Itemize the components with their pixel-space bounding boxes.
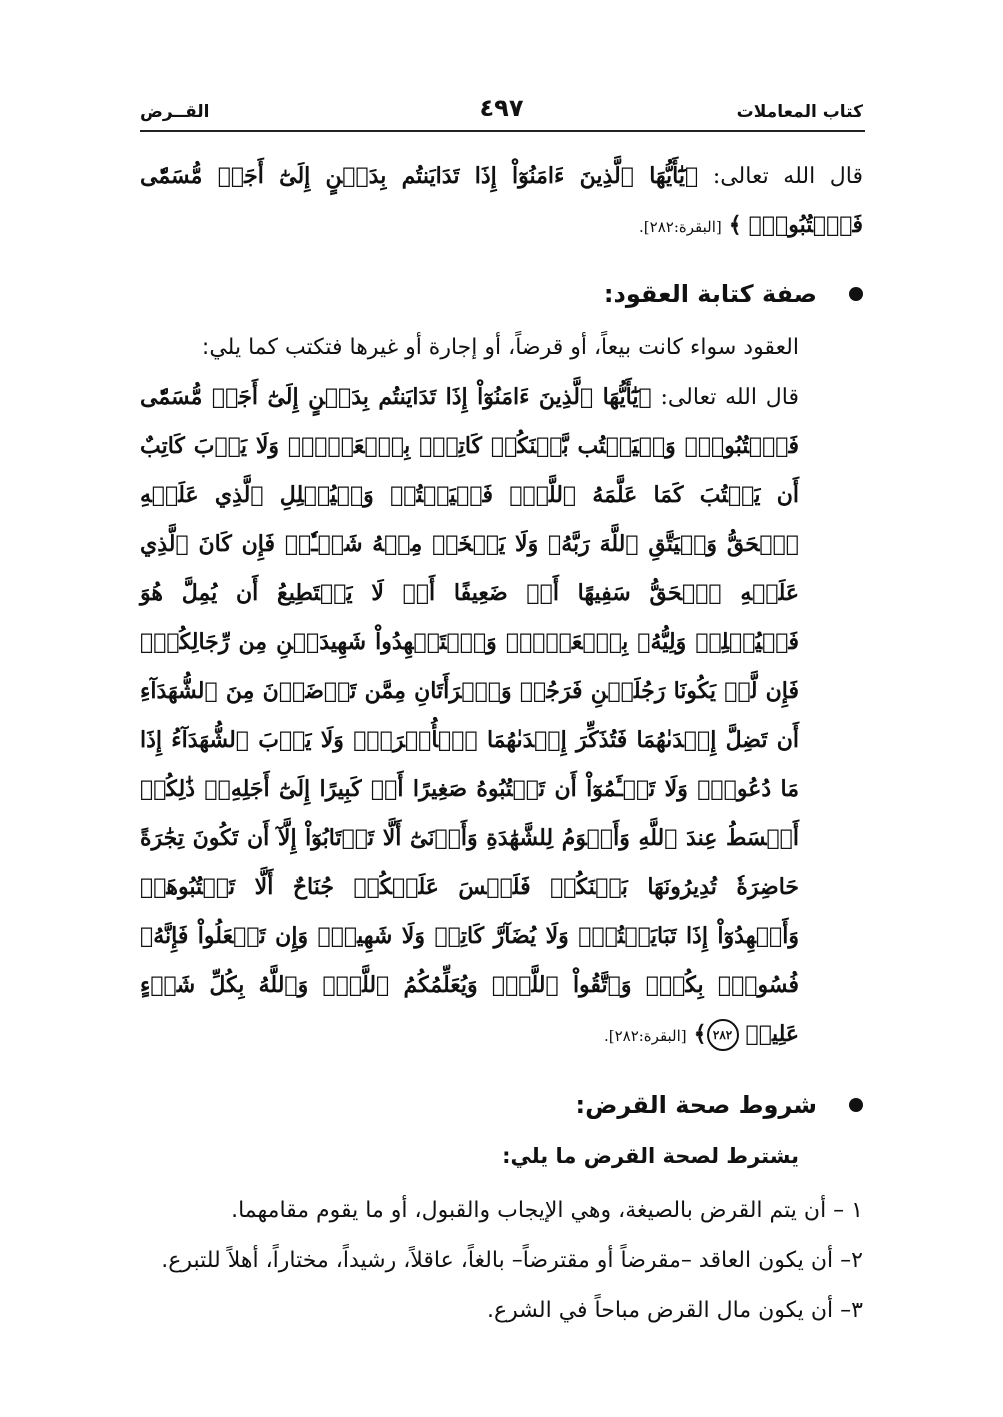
quran-close-bracket: ﴾	[693, 1021, 707, 1047]
intro-reference: [البقرة:٢٨٢].	[639, 218, 722, 236]
quran-close-bracket: ﴾	[728, 212, 742, 238]
section2-heading-text: شروط صحة القرض:	[575, 1091, 817, 1119]
section1-quote-prefix: قال الله تعالى:	[660, 385, 799, 410]
quran-open-bracket: ﴿	[685, 163, 699, 189]
section2-subheading: يشترط لصحة القرض ما يلي:	[502, 1144, 799, 1168]
chapter-title: القــرض	[140, 102, 210, 122]
condition-item-3: ٣– أن يكون مال القرض مباحاً في الشرع.	[487, 1298, 863, 1323]
intro-verse: يَٰٓأَيُّهَا ٱلَّذِينَ ءَامَنُوٓاْ إِذَا تَدَايَنتُم بِدَيۡنٍ إِلَىٰٓ أَجَلٖ مُّسَمّٗى فَٱكۡتُبُوهُۚ	[140, 163, 863, 238]
section2-body	[140, 1133, 863, 1336]
intro-prefix: قال الله تعالى:	[712, 164, 863, 189]
header-rule	[140, 130, 865, 132]
section1-quote	[140, 373, 799, 1061]
ayah-number-marker: ٢٨٢	[707, 1019, 739, 1051]
bullet-icon	[849, 1098, 863, 1112]
condition-item-2: ٢– أن يكون العاقد –مقرضاً أو مقترضاً– بالغاً، عاقلاً، رشيداً، مختاراً، أهلاً للتبرع.	[161, 1248, 863, 1273]
section-heading-contract-writing	[140, 272, 863, 316]
section1-heading-text: صفة كتابة العقود:	[603, 280, 817, 308]
page-number: ٤٩٧	[479, 94, 524, 122]
section1-paragraph: العقود سواء كانت بيعاً، أو قرضاً، أو إجارة أو غيرها فتكتب كما يلي:	[201, 335, 799, 360]
bullet-icon	[849, 287, 863, 301]
book-title: كتاب المعاملات	[736, 102, 863, 122]
intro-quote	[140, 152, 863, 252]
section-heading-loan-conditions	[140, 1083, 863, 1127]
section1-body	[140, 324, 863, 1061]
section1-verse: يَٰٓأَيُّهَا ٱلَّذِينَ ءَامَنُوٓاْ إِذَا تَدَايَنتُم بِدَيۡنٍ إِلَىٰٓ أَجَلٖ مُّسَمّٗى فَٱكۡتُبُوهُۚ وَلۡيَكۡتُب بَّيۡنَكُمۡ كَاتِبُۢ بِٱلۡعَدۡلِۚ وَلَا يَأۡبَ كَاتِبٌ أَن يَكۡتُبَ كَمَا عَلَّمَهُ ٱللَّهُۚ فَلۡيَكۡتُبۡ وَلۡيُمۡلِلِ ٱلَّذِي عَلَيۡهِ ٱلۡحَقُّ وَلۡيَتَّقِ ٱللَّهَ رَبَّهُۥ وَلَا يَبۡخَسۡ مِنۡهُ شَيۡـٔٗاۚ فَإِن كَانَ ٱلَّذِي عَلَيۡهِ ٱلۡحَقُّ سَفِيهًا أَوۡ ضَعِيفًا أَوۡ لَا يَسۡتَطِيعُ أَن يُمِلَّ هُوَ فَلۡيُمۡلِلۡ وَلِيُّهُۥ بِٱلۡعَدۡلِۚ وَٱسۡتَشۡهِدُواْ شَهِيدَيۡنِ مِن رِّجَالِكُمۡۖ فَإِن لَّمۡ يَكُونَا رَجُلَيۡنِ فَرَجُلٞ وَٱمۡرَأَتَانِ مِمَّن تَرۡضَوۡنَ مِنَ ٱلشُّهَدَآءِ أَن تَضِلَّ إِحۡدَىٰهُمَا فَتُذَكِّرَ إِحۡدَىٰهُمَا ٱلۡأُخۡرَىٰۚ وَلَا يَأۡبَ ٱلشُّهَدَآءُ إِذَا مَا دُعُواْۚ وَلَا تَسۡـَٔمُوٓاْ أَن تَكۡتُبُوهُ صَغِيرًا أَوۡ كَبِيرًا إِلَىٰٓ أَجَلِهِۦۚ ذَٰلِكُمۡ أَقۡسَطُ عِندَ ٱللَّهِ وَأَقۡوَمُ لِلشَّهَٰدَةِ وَأَدۡنَىٰٓ أَلَّا تَرۡتَابُوٓاْ إِلَّآ أَن تَكُونَ تِجَٰرَةً حَاضِرَةٗ تُدِيرُونَهَا بَيۡنَكُمۡ فَلَيۡسَ عَلَيۡكُمۡ جُنَاحٌ أَلَّا تَكۡتُبُوهَاۗ وَأَشۡهِدُوٓاْ إِذَا تَبَايَعۡتُمۡۚ وَلَا يُضَآرَّ كَاتِبٞ وَلَا شَهِيدٞۚ وَإِن تَفۡعَلُواْ فَإِنَّهُۥ فُسُوقُۢ بِكُمۡۗ وَٱتَّقُواْ ٱللَّهَۖ وَيُعَلِّمُكُمُ ٱللَّهُۗ وَٱللَّهُ بِكُلِّ شَيۡءٍ عَلِيمٞ	[140, 384, 799, 1047]
running-header	[140, 94, 863, 134]
quran-open-bracket: ﴿	[638, 384, 652, 410]
section1-reference: [البقرة:٢٨٢].	[603, 1027, 687, 1045]
page-body	[140, 150, 863, 1336]
condition-item-1: ١ – أن يتم القرض بالصيغة، وهي الإيجاب والقبول، أو ما يقوم مقامهما.	[231, 1198, 863, 1223]
